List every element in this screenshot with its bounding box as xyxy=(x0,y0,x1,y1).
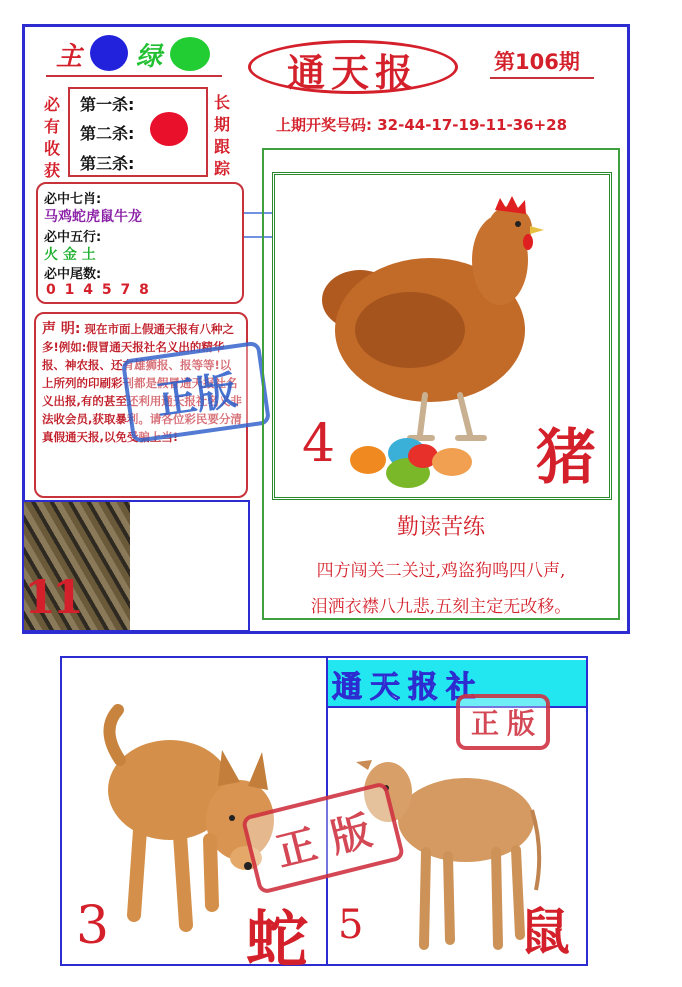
stamp-char: 正 xyxy=(470,707,499,740)
banner-title: 通天报社 xyxy=(332,670,484,705)
wuxing-label: 必中五行: xyxy=(44,230,102,245)
bottom-right-number: 5 xyxy=(338,902,364,948)
bottom-left-zodiac: 蛇 xyxy=(246,903,309,976)
last-draw-numbers: 32-44-17-19-11-36+28 xyxy=(377,116,568,134)
kill-1: 第一杀: xyxy=(80,95,135,114)
masthead-title: 通天报 xyxy=(286,50,419,95)
kill-right-vertical xyxy=(210,92,234,180)
header-underline xyxy=(46,75,222,77)
bottom-right-zodiac: 鼠 xyxy=(520,902,570,961)
egg-orange xyxy=(350,446,386,474)
stamp-char: 版 xyxy=(507,707,536,740)
v-char: 收 xyxy=(43,139,60,158)
kill-left-vertical xyxy=(40,94,64,182)
blue-dot-icon xyxy=(90,35,128,71)
dog-eye xyxy=(229,815,235,821)
v-char: 有 xyxy=(43,117,60,136)
kill-2: 第二杀: xyxy=(80,124,135,143)
egg-peach xyxy=(432,448,472,476)
weishu-label: 必中尾数: xyxy=(44,267,102,282)
v-char: 长 xyxy=(213,93,230,112)
thumb-number: 11 xyxy=(24,570,81,624)
poem-line-1: 四方闯关二关过,鸡盗狗鸣四八声, xyxy=(316,561,566,581)
feature-motto: 勤读苦练 xyxy=(396,515,485,540)
green-dot-icon xyxy=(170,37,210,71)
feature-number: 4 xyxy=(302,414,336,474)
weishu-value: 0 1 4 5 7 8 xyxy=(46,282,151,298)
issue-underline xyxy=(490,77,594,79)
dog-legs xyxy=(134,830,212,925)
last-draw-label: 上期开奖号码: xyxy=(276,116,372,134)
v-char: 获 xyxy=(43,161,60,180)
calf-legs xyxy=(424,850,520,945)
bottom-left-number: 3 xyxy=(76,896,110,956)
chicken-eye xyxy=(515,221,521,227)
calf-ear xyxy=(356,760,372,770)
v-char: 踪 xyxy=(213,159,230,178)
dog-ear xyxy=(218,750,240,786)
poem-line-2: 泪洒衣襟八九悲,五刻主定无改移。 xyxy=(310,597,572,617)
dog-ear xyxy=(248,752,268,790)
red-dot-icon xyxy=(150,112,188,146)
notice-title: 声 明: xyxy=(42,321,81,337)
authentic-stamp-banner xyxy=(456,694,550,750)
chicken-wattle xyxy=(523,234,533,250)
v-char: 跟 xyxy=(213,137,230,156)
qixiao-label: 必中七肖: xyxy=(44,192,102,207)
dog-tail xyxy=(109,710,120,760)
v-char: 期 xyxy=(213,115,230,134)
kill-3: 第三杀: xyxy=(80,154,135,173)
stamp-char: 版 xyxy=(193,366,240,419)
last-draw xyxy=(276,114,567,135)
stamp-char: 版 xyxy=(325,806,376,862)
wuxing-value: 火 金 土 xyxy=(44,247,96,263)
feature-zodiac: 猪 xyxy=(536,423,596,493)
zhu-label: 主 xyxy=(56,42,83,72)
qixiao-value: 马鸡蛇虎鼠牛龙 xyxy=(44,209,142,225)
notice-body: 现在市面上假通天报有八种之多!例如:假冒通天报社名义出的精华报、神农报、还有雄狮报、报等等!以上所列的印刷彩刊都是假冒通天报社名义出报,有的甚至还利用通天报社名义非法收会员,获取暴利。请各位彩民要分清真假通天报,以免受骗上当! xyxy=(42,322,242,444)
stamp-char: 正 xyxy=(153,371,200,424)
chicken-wing xyxy=(355,292,465,368)
v-char: 必 xyxy=(43,95,60,114)
dog-nose xyxy=(244,862,252,870)
color-legend xyxy=(50,34,220,76)
chicken-illustration xyxy=(300,190,560,460)
lv-label: 绿 xyxy=(136,42,163,72)
issue-number: 第106期 xyxy=(494,50,580,74)
chicken-beak xyxy=(530,226,544,234)
stamp-char: 正 xyxy=(271,820,322,876)
